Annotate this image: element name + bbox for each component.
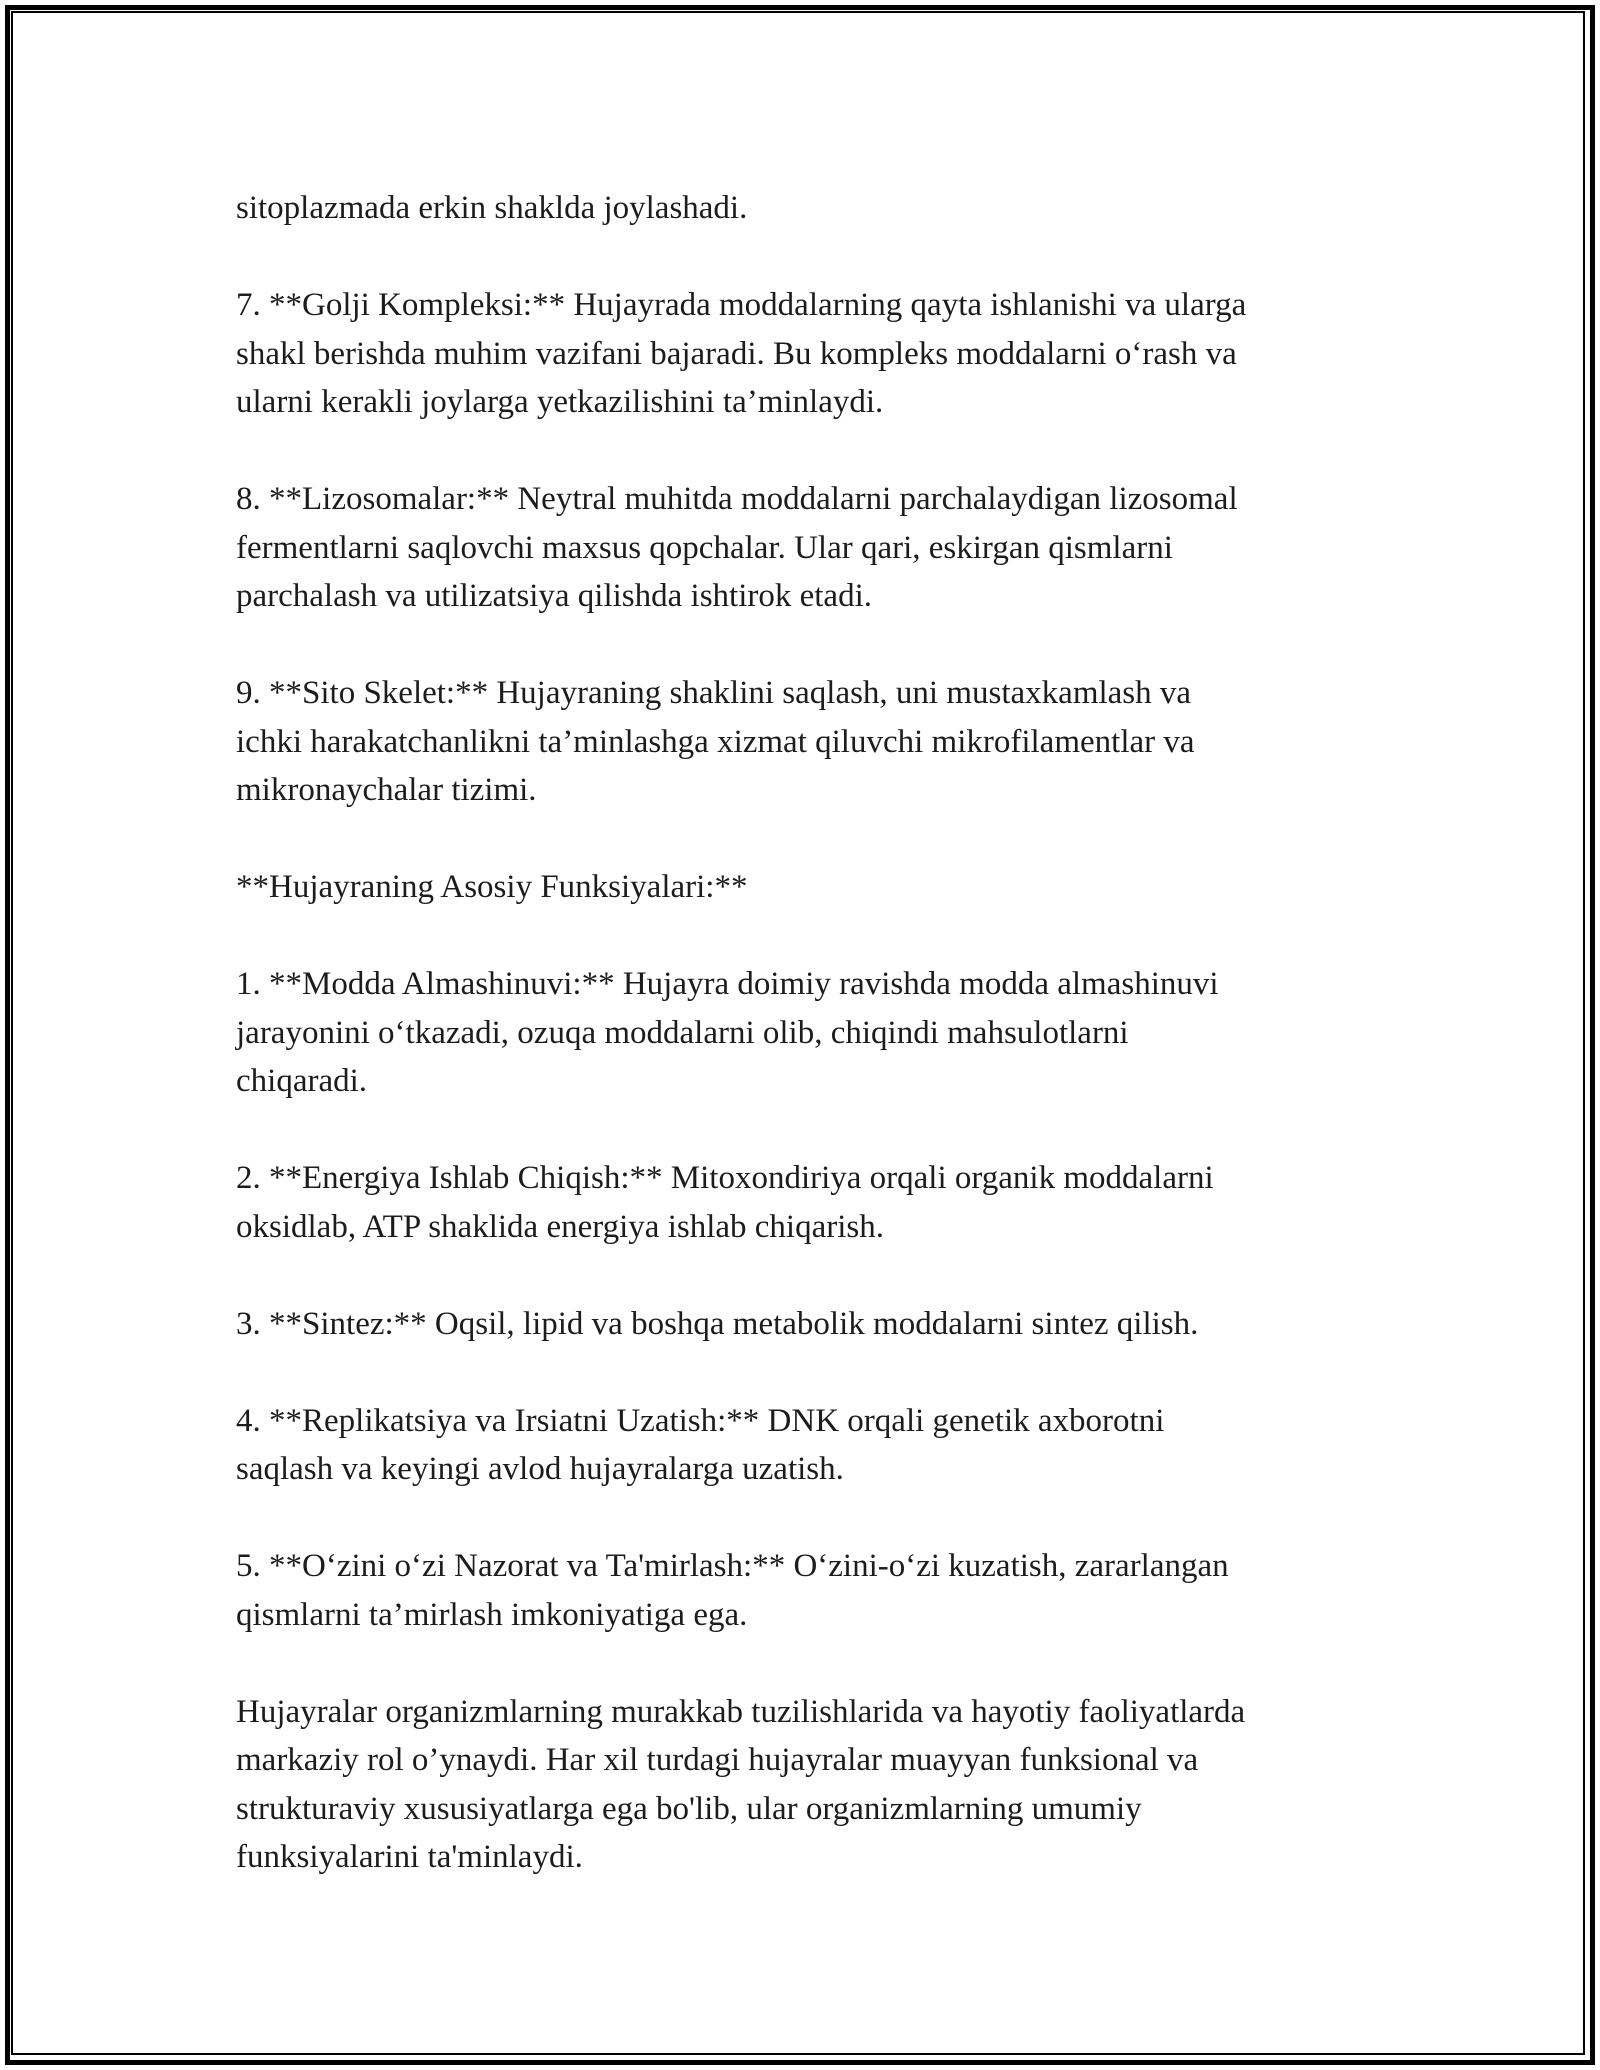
paragraph-self-regulation-repair: 5. **O‘zini o‘zi Nazorat va Ta'mirlash:** O‘zini-o‘zi kuzatish, zararlangan qismlarni ta’mirlash imkoniyatiga ega. [236, 1548, 1229, 1633]
paragraph-lysosomes: 8. **Lizosomalar:** Neytral muhitda moddalarni parchalaydigan lizosomal fermentlarni saqlovchi maxsus qopchalar. Ular qari, eskirgan qismlarni parchalash va utilizatsiya qilishda ishtirok etadi. [236, 481, 1238, 614]
paragraph-cytoskeleton: 9. **Sito Skelet:** Hujayraning shaklini saqlash, uni mustaxkamlash va ichki harakatchanlikni ta’minlashga xizmat qiluvchi mikrofilamentlar va mikronaychalar tizimi. [236, 675, 1195, 808]
paragraph-golgi-complex: 7. **Golji Kompleksi:** Hujayrada moddalarning qayta ishlanishi va ularga shakl berishda muhim vazifani bajaradi. Bu kompleks moddalarni o‘rash va ularni kerakli joylarga yetkazilishini ta’minlaydi. [236, 287, 1247, 420]
paragraph-conclusion: Hujayralar organizmlarning murakkab tuzilishlarida va hayotiy faoliyatlarda markaziy rol o’ynaydi. Har xil turdagi hujayralar muayyan funksional va strukturaviy xususiyatlarga ega bo'lib, ular organizmlarning umumiy funksiyalarini ta'minlaydi. [236, 1693, 1246, 1875]
document-body [236, 184, 1366, 1882]
section-heading-main-functions: **Hujayraning Asosiy Funksiyalari:** [236, 869, 748, 905]
paragraph-metabolism: 1. **Modda Almashinuvi:** Hujayra doimiy ravishda modda almashinuvi jarayonini o‘tkazadi, ozuqa moddalarni olib, chiqindi mahsulotlarni chiqaradi. [236, 966, 1219, 1099]
paragraph-cytoplasm-continuation: sitoplazmada erkin shaklda joylashadi. [236, 190, 748, 226]
paragraph-replication-heredity: 4. **Replikatsiya va Irsiatni Uzatish:** DNK orqali genetik axborotni saqlash va keyingi avlod hujayralarga uzatish. [236, 1402, 1165, 1487]
paragraph-energy-production: 2. **Energiya Ishlab Chiqish:** Mitoxondiriya orqali organik moddalarni oksidlab, ATP shaklida energiya ishlab chiqarish. [236, 1160, 1214, 1245]
paragraph-synthesis: 3. **Sintez:** Oqsil, lipid va boshqa metabolik moddalarni sintez qilish. [236, 1305, 1199, 1342]
